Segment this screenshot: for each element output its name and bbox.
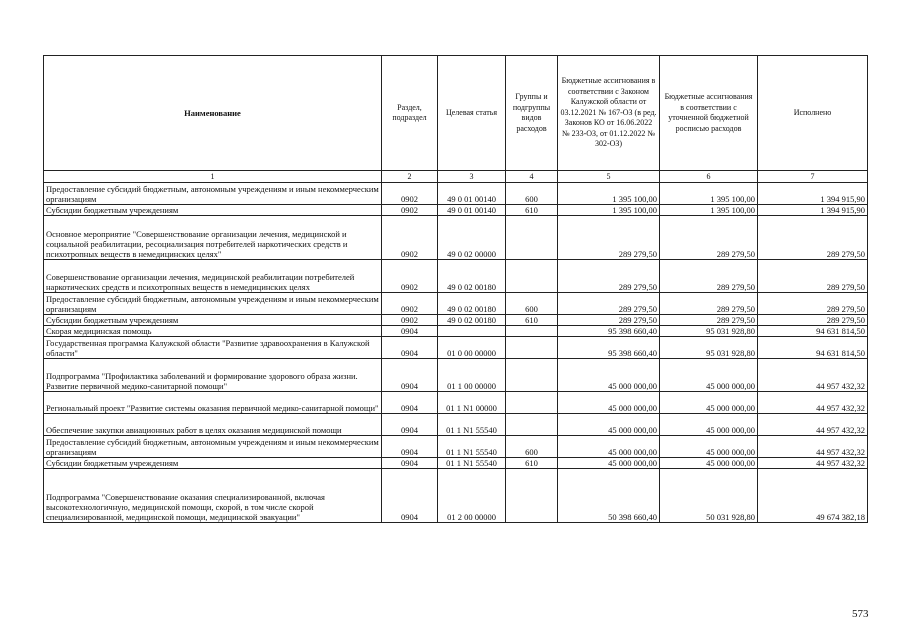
cell-refined: 50 031 928,80 bbox=[660, 469, 758, 523]
cell-section: 0904 bbox=[382, 326, 438, 337]
cell-executed: 44 957 432,32 bbox=[758, 436, 868, 458]
cell-law: 50 398 660,40 bbox=[558, 469, 660, 523]
cell-executed: 44 957 432,32 bbox=[758, 458, 868, 469]
cell-target: 01 0 00 00000 bbox=[438, 337, 506, 359]
cell-executed: 289 279,50 bbox=[758, 216, 868, 260]
cell-section: 0902 bbox=[382, 216, 438, 260]
page-number: 573 bbox=[852, 608, 869, 620]
table-row bbox=[44, 183, 868, 205]
cell-name: Предоставление субсидий бюджетным, автономным учреждениям и иным некоммерческим организациям bbox=[44, 436, 382, 458]
cell-name: Скорая медицинская помощь bbox=[44, 326, 382, 337]
cell-target: 49 0 01 00140 bbox=[438, 183, 506, 205]
cell-group: 600 bbox=[506, 436, 558, 458]
cell-law: 95 398 660,40 bbox=[558, 326, 660, 337]
table-row bbox=[44, 392, 868, 414]
cell-section: 0902 bbox=[382, 205, 438, 216]
cell-section: 0902 bbox=[382, 183, 438, 205]
cell-section: 0904 bbox=[382, 436, 438, 458]
cell-refined: 289 279,50 bbox=[660, 216, 758, 260]
cell-target: 49 0 01 00140 bbox=[438, 205, 506, 216]
cell-executed: 44 957 432,32 bbox=[758, 392, 868, 414]
cell-executed: 94 631 814,50 bbox=[758, 326, 868, 337]
budget-table bbox=[43, 55, 868, 523]
cell-section: 0904 bbox=[382, 414, 438, 436]
table-row bbox=[44, 469, 868, 523]
cell-section: 0902 bbox=[382, 315, 438, 326]
cell-target: 01 1 N1 55540 bbox=[438, 436, 506, 458]
cell-refined: 45 000 000,00 bbox=[660, 359, 758, 392]
cell-law: 45 000 000,00 bbox=[558, 359, 660, 392]
cell-section: 0902 bbox=[382, 293, 438, 315]
cell-law: 45 000 000,00 bbox=[558, 392, 660, 414]
table-row bbox=[44, 337, 868, 359]
cell-section: 0904 bbox=[382, 359, 438, 392]
cell-group: 610 bbox=[506, 205, 558, 216]
cell-target: 49 0 02 00000 bbox=[438, 216, 506, 260]
cell-group: 610 bbox=[506, 315, 558, 326]
cell-executed: 49 674 382,18 bbox=[758, 469, 868, 523]
cell-section: 0902 bbox=[382, 260, 438, 293]
cell-executed: 1 394 915,90 bbox=[758, 183, 868, 205]
cell-law: 45 000 000,00 bbox=[558, 436, 660, 458]
cell-executed: 289 279,50 bbox=[758, 293, 868, 315]
cell-executed: 94 631 814,50 bbox=[758, 337, 868, 359]
cell-target: 49 0 02 00180 bbox=[438, 293, 506, 315]
header-row bbox=[44, 56, 868, 171]
cell-law: 1 395 100,00 bbox=[558, 183, 660, 205]
cell-name: Субсидии бюджетным учреждениям bbox=[44, 315, 382, 326]
cell-group bbox=[506, 392, 558, 414]
cell-refined: 95 031 928,80 bbox=[660, 326, 758, 337]
header-law: Бюджетные ассигнования в соответствии с Законом Калужской области от 03.12.2021 № 167-ОЗ (в ред. Законов КО от 16.06.2022 № 233-ОЗ, от 01.12.2022 № 302-ОЗ) bbox=[558, 56, 660, 171]
column-number: 7 bbox=[758, 171, 868, 183]
column-number: 4 bbox=[506, 171, 558, 183]
cell-law: 289 279,50 bbox=[558, 260, 660, 293]
cell-group bbox=[506, 469, 558, 523]
cell-target bbox=[438, 326, 506, 337]
table-row bbox=[44, 260, 868, 293]
cell-law: 45 000 000,00 bbox=[558, 414, 660, 436]
cell-name: Совершенствование организации лечения, медицинской реабилитации потребителей наркотических средств и психотропных веществ в немедицинских целях bbox=[44, 260, 382, 293]
cell-group bbox=[506, 337, 558, 359]
cell-section: 0904 bbox=[382, 469, 438, 523]
cell-law: 45 000 000,00 bbox=[558, 458, 660, 469]
cell-target: 01 1 N1 55540 bbox=[438, 458, 506, 469]
cell-executed: 289 279,50 bbox=[758, 260, 868, 293]
cell-group bbox=[506, 260, 558, 293]
table-row bbox=[44, 359, 868, 392]
cell-name: Субсидии бюджетным учреждениям bbox=[44, 458, 382, 469]
header-target: Целевая статья bbox=[438, 56, 506, 171]
cell-target: 01 1 00 00000 bbox=[438, 359, 506, 392]
cell-law: 289 279,50 bbox=[558, 293, 660, 315]
cell-law: 289 279,50 bbox=[558, 315, 660, 326]
cell-refined: 45 000 000,00 bbox=[660, 458, 758, 469]
cell-name: Предоставление субсидий бюджетным, автономным учреждениям и иным некоммерческим организациям bbox=[44, 293, 382, 315]
cell-section: 0904 bbox=[382, 337, 438, 359]
cell-law: 289 279,50 bbox=[558, 216, 660, 260]
table-row bbox=[44, 458, 868, 469]
cell-group bbox=[506, 359, 558, 392]
cell-name: Основное мероприятие "Совершенствование организации лечения, медицинской и социальной реабилитации, ресоциализация потребителей наркотических средств и психотропных веществ в немедицинских целях" bbox=[44, 216, 382, 260]
column-number: 6 bbox=[660, 171, 758, 183]
cell-name: Предоставление субсидий бюджетным, автономным учреждениям и иным некоммерческим организациям bbox=[44, 183, 382, 205]
cell-refined: 95 031 928,80 bbox=[660, 337, 758, 359]
cell-law: 1 395 100,00 bbox=[558, 205, 660, 216]
table-row bbox=[44, 315, 868, 326]
header-name: Наименование bbox=[44, 56, 382, 171]
column-number: 1 bbox=[44, 171, 382, 183]
cell-refined: 289 279,50 bbox=[660, 260, 758, 293]
cell-refined: 45 000 000,00 bbox=[660, 436, 758, 458]
cell-target: 01 2 00 00000 bbox=[438, 469, 506, 523]
cell-target: 49 0 02 00180 bbox=[438, 260, 506, 293]
cell-law: 95 398 660,40 bbox=[558, 337, 660, 359]
column-number-row bbox=[44, 171, 868, 183]
cell-target: 01 1 N1 00000 bbox=[438, 392, 506, 414]
table-row bbox=[44, 293, 868, 315]
cell-name: Подпрограмма "Профилактика заболеваний и формирование здорового образа жизни. Развитие первичной медико-санитарной помощи" bbox=[44, 359, 382, 392]
cell-name: Обеспечение закупки авиационных работ в целях оказания медицинской помощи bbox=[44, 414, 382, 436]
header-section: Раздел, подраздел bbox=[382, 56, 438, 171]
cell-section: 0904 bbox=[382, 458, 438, 469]
table-row bbox=[44, 205, 868, 216]
table-row bbox=[44, 326, 868, 337]
table-row bbox=[44, 414, 868, 436]
cell-section: 0904 bbox=[382, 392, 438, 414]
header-groups: Группы и подгруппы видов расходов bbox=[506, 56, 558, 171]
cell-refined: 289 279,50 bbox=[660, 293, 758, 315]
cell-group: 610 bbox=[506, 458, 558, 469]
cell-group bbox=[506, 326, 558, 337]
cell-group: 600 bbox=[506, 183, 558, 205]
cell-name: Государственная программа Калужской области "Развитие здравоохранения в Калужской области" bbox=[44, 337, 382, 359]
cell-executed: 44 957 432,32 bbox=[758, 359, 868, 392]
cell-refined: 1 395 100,00 bbox=[660, 183, 758, 205]
cell-executed: 1 394 915,90 bbox=[758, 205, 868, 216]
cell-executed: 289 279,50 bbox=[758, 315, 868, 326]
cell-name: Региональный проект "Развитие системы оказания первичной медико-санитарной помощи" bbox=[44, 392, 382, 414]
cell-target: 49 0 02 00180 bbox=[438, 315, 506, 326]
cell-refined: 45 000 000,00 bbox=[660, 414, 758, 436]
cell-refined: 289 279,50 bbox=[660, 315, 758, 326]
cell-name: Субсидии бюджетным учреждениям bbox=[44, 205, 382, 216]
header-refined: Бюджетные ассигнования в соответствии с уточненной бюджетной росписью расходов bbox=[660, 56, 758, 171]
header-executed: Исполнено bbox=[758, 56, 868, 171]
cell-target: 01 1 N1 55540 bbox=[438, 414, 506, 436]
cell-group bbox=[506, 216, 558, 260]
cell-group: 600 bbox=[506, 293, 558, 315]
cell-group bbox=[506, 414, 558, 436]
table-row bbox=[44, 436, 868, 458]
cell-name: Подпрограмма "Совершенствование оказания специализированной, включая высокотехнологичную, медицинской помощи, скорой, в том числе скорой специализированной, медицинской помощи, медицинской эвакуации" bbox=[44, 469, 382, 523]
column-number: 2 bbox=[382, 171, 438, 183]
column-number: 3 bbox=[438, 171, 506, 183]
cell-refined: 1 395 100,00 bbox=[660, 205, 758, 216]
cell-executed: 44 957 432,32 bbox=[758, 414, 868, 436]
column-number: 5 bbox=[558, 171, 660, 183]
cell-refined: 45 000 000,00 bbox=[660, 392, 758, 414]
table-row bbox=[44, 216, 868, 260]
